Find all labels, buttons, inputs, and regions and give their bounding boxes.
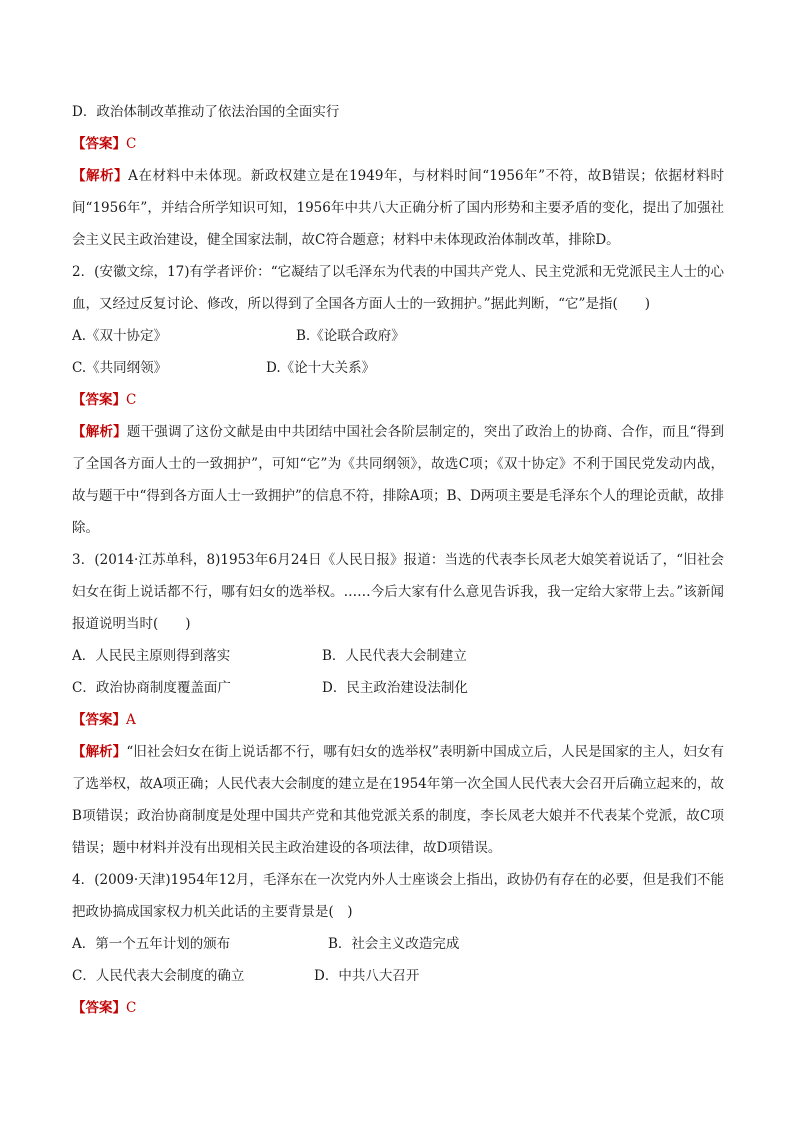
q4-option-c: C．人民代表大会制度的确立 (72, 968, 245, 984)
q1-option-d: D．政治体制改革推动了依法治国的全面实行 (72, 104, 340, 120)
q3-analysis (72, 736, 724, 864)
q4-options-row2 (72, 960, 724, 992)
q3-stem: 3．(2014·江苏单科，8)1953年6月24日《人民日报》报道：当选的代表李长凤老大娘笑着说话了，“旧社会妇女在街上说话都不行，哪有妇女的选举权。……今后大家有什么意见告诉我，我一定给大家带上去。”该新闻报道说明当时( ) (72, 552, 724, 632)
q3-options-row1 (72, 640, 724, 672)
answer-tag: 【答案】 (72, 392, 126, 408)
analysis-text: 题干强调了这份文献是由中共团结中国社会各阶层制定的，突出了政治上的协商、合作，而且“得到了全国各方面人士的一致拥护”，可知“它”为《共同纲领》，故选C项；《双十协定》不利于国民党发动内战，故与题干中“得到各方面人士一致拥护”的信息不符，排除A项；B、D两项主要是毛泽东个人的理论贡献，故排除。 (72, 424, 724, 536)
q4-option-b: B．社会主义改造完成 (328, 936, 460, 952)
q2-answer (72, 384, 724, 416)
q1-answer (72, 128, 724, 160)
analysis-tag: 【解析】 (72, 424, 127, 440)
answer-tag: 【答案】 (72, 1000, 126, 1016)
q1-analysis (72, 160, 724, 256)
analysis-tag: 【解析】 (72, 744, 127, 760)
q2-option-c: C.《共同纲领》 (72, 360, 168, 376)
analysis-tag: 【解析】 (72, 168, 129, 184)
q4-options-row1 (72, 928, 724, 960)
q3-option-d: D．民主政治建设法制化 (322, 680, 468, 696)
document-page (72, 96, 724, 1024)
answer-tag: 【答案】 (72, 712, 126, 728)
q2-options-row1 (72, 320, 724, 352)
q2-option-d: D.《论十大关系》 (266, 360, 376, 376)
answer-value: C (126, 136, 137, 152)
q4-option-d: D．中共八大召开 (314, 968, 420, 984)
answer-value: A (126, 712, 136, 728)
q2-option-a: A.《双十协定》 (72, 328, 168, 344)
q3-option-b: B．人民代表大会制建立 (322, 648, 467, 664)
q2-stem: 2．(安徽文综，17)有学者评价：“它凝结了以毛泽东为代表的中国共产党人、民主党派和无党派民主人士的心血，又经过反复讨论、修改，所以得到了全国各方面人士的一致拥护。”据此判断，“它”是指( ) (72, 264, 724, 312)
q2-option-b: B.《论联合政府》 (296, 328, 405, 344)
q3-options-row2 (72, 672, 724, 704)
q4-answer (72, 992, 724, 1024)
q3-option-a: A．人民民主原则得到落实 (72, 648, 231, 664)
q3-option-c: C．政治协商制度覆盖面广 (72, 680, 231, 696)
q3-answer (72, 704, 724, 736)
answer-value: C (126, 392, 137, 408)
answer-value: C (126, 1000, 137, 1016)
analysis-text: A在材料中未体现。新政权建立是在1949年，与材料时间“1956年”不符，故B错误；依据材料时间“1956年”，并结合所学知识可知，1956年中共八大正确分析了国内形势和主要矛盾的变化，提出了加强社会主义民主政治建设，健全国家法制，故C符合题意；材料中未体现政治体制改革，排除D。 (72, 168, 725, 248)
q2-options-row2 (72, 352, 724, 384)
analysis-text: “旧社会妇女在街上说话都不行，哪有妇女的选举权”表明新中国成立后，人民是国家的主人，妇女有了选举权，故A项正确；人民代表大会制度的建立是在1954年第一次全国人民代表大会召开后确立起来的，故B项错误；政治协商制度是处理中国共产党和其他党派关系的制度，李长凤老大娘并不代表某个党派，故C项错误；题中材料并没有出现相关民主政治建设的各项法律，故D项错误。 (72, 744, 724, 856)
q4-option-a: A．第一个五年计划的颁布 (72, 936, 231, 952)
q4-stem: 4．(2009·天津)1954年12月，毛泽东在一次党内外人士座谈会上指出，政协仍有存在的必要，但是我们不能把政协搞成国家权力机关此话的主要背景是( ) (72, 872, 724, 920)
q2-analysis (72, 416, 724, 544)
answer-tag: 【答案】 (72, 136, 126, 152)
